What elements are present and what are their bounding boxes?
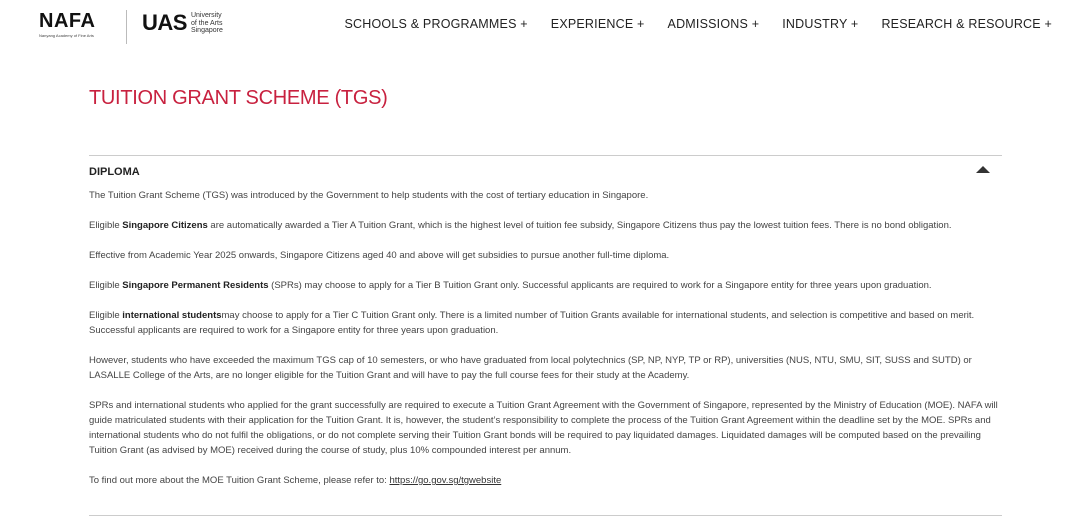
paragraph-intro: The Tuition Grant Scheme (TGS) was introduced by the Government to help students with the cost of tertiary education in Singapore. (89, 190, 649, 201)
uas-logo-subtitle (191, 12, 223, 35)
paragraph-more-info: To find out more about the MOE Tuition Grant Scheme, please refer to: https://go.gov.sg/tgwebsite (89, 475, 502, 486)
uas-logo-word: UAS (142, 10, 187, 36)
site-header (0, 0, 1080, 50)
nav-industry[interactable]: INDUSTRY + (782, 17, 859, 31)
nav-research-resource[interactable]: RESEARCH & RESOURCE + (881, 17, 1052, 31)
page-title: TUITION GRANT SCHEME (TGS) (89, 87, 388, 109)
paragraph-international: Eligible international studentsmay choose to apply for a Tier C Tuition Grant only. There is a limited number of Tuition Grants available for international students, and selection is competitive and based on merit. Successful applicants are required to work for a Singapore entity for three years upon graduation. (89, 310, 975, 336)
bold-international-students: international students (122, 310, 222, 321)
uas-logo-line2: of the Arts (190, 19, 223, 27)
paragraph-agreement: SPRs and international students who applied for the grant successfully are required to execute a Tuition Grant Agreement with the Government of Singapore, represented by the Ministry of Education (MOE). NAFA will guide matriculated students with their application for the Tuition Grant. It is, however, the student’s responsibility to complete the process of the Tuition Grant Agreement within the deadline set by the MOE. SPRs and international students who do not fulfil the obligations, or do not complete serving their Tuition Grant bonds will be required to pay liquidated damages. Liquidated damages will be computed based on the prevailing Tuition Grant (as advised by MOE) received during the course of study, plus 10% compounded interest per annum. (89, 400, 998, 456)
logo-divider (126, 10, 127, 44)
nafa-logo-word: NAFA (39, 10, 96, 32)
paragraph-permanent-residents: Eligible Singapore Permanent Residents (SPRs) may choose to apply for a Tier B Tuition Grant only. Successful applicants are required to work for a Singapore entity for three years upon graduation. (89, 280, 932, 291)
nafa-logo[interactable] (39, 11, 115, 38)
bold-singapore-citizens: Singapore Citizens (122, 220, 208, 231)
nav-schools-programmes[interactable]: SCHOOLS & PROGRAMMES + (344, 17, 528, 31)
uas-logo[interactable] (142, 12, 223, 35)
paragraph-ineligible: However, students who have exceeded the maximum TGS cap of 10 semesters, or who have graduated from local polytechnics (SP, NP, NYP, TP or RP), universities (NUS, NTU, SMU, SIT, SUSS and SUTD) or LASALLE College of the Arts, are no longer eligible for the Tuition Grant and will have to pay the full course fees for their study at the Academy. (89, 355, 972, 381)
nav-admissions[interactable]: ADMISSIONS + (667, 17, 760, 31)
accordion-body (89, 188, 1002, 503)
bold-permanent-residents: Singapore Permanent Residents (122, 280, 269, 291)
nafa-logo-subtitle: Nanyang Academy of Fine Arts (39, 33, 94, 38)
chevron-up-icon[interactable] (976, 166, 990, 173)
nav-experience[interactable]: EXPERIENCE + (550, 17, 645, 31)
uas-logo-line1: University (190, 12, 222, 19)
accordion-bottom-divider (89, 515, 1002, 516)
uas-logo-line3: Singapore (190, 27, 223, 34)
accordion-title-diploma[interactable]: DIPLOMA (89, 166, 140, 178)
paragraph-age-40: Effective from Academic Year 2025 onwards, Singapore Citizens aged 40 and above will get subsidies to pursue another full-time diploma. (89, 250, 670, 261)
tgs-website-link[interactable]: https://go.gov.sg/tgwebsite (389, 475, 502, 486)
accordion-top-divider (89, 155, 1002, 156)
paragraph-citizens: Eligible Singapore Citizens are automatically awarded a Tier A Tuition Grant, which is the highest level of tuition fee subsidy, Singapore Citizens thus pay the lowest tuition fees. There is no bond obligation. (89, 220, 952, 231)
main-nav (322, 17, 1052, 31)
